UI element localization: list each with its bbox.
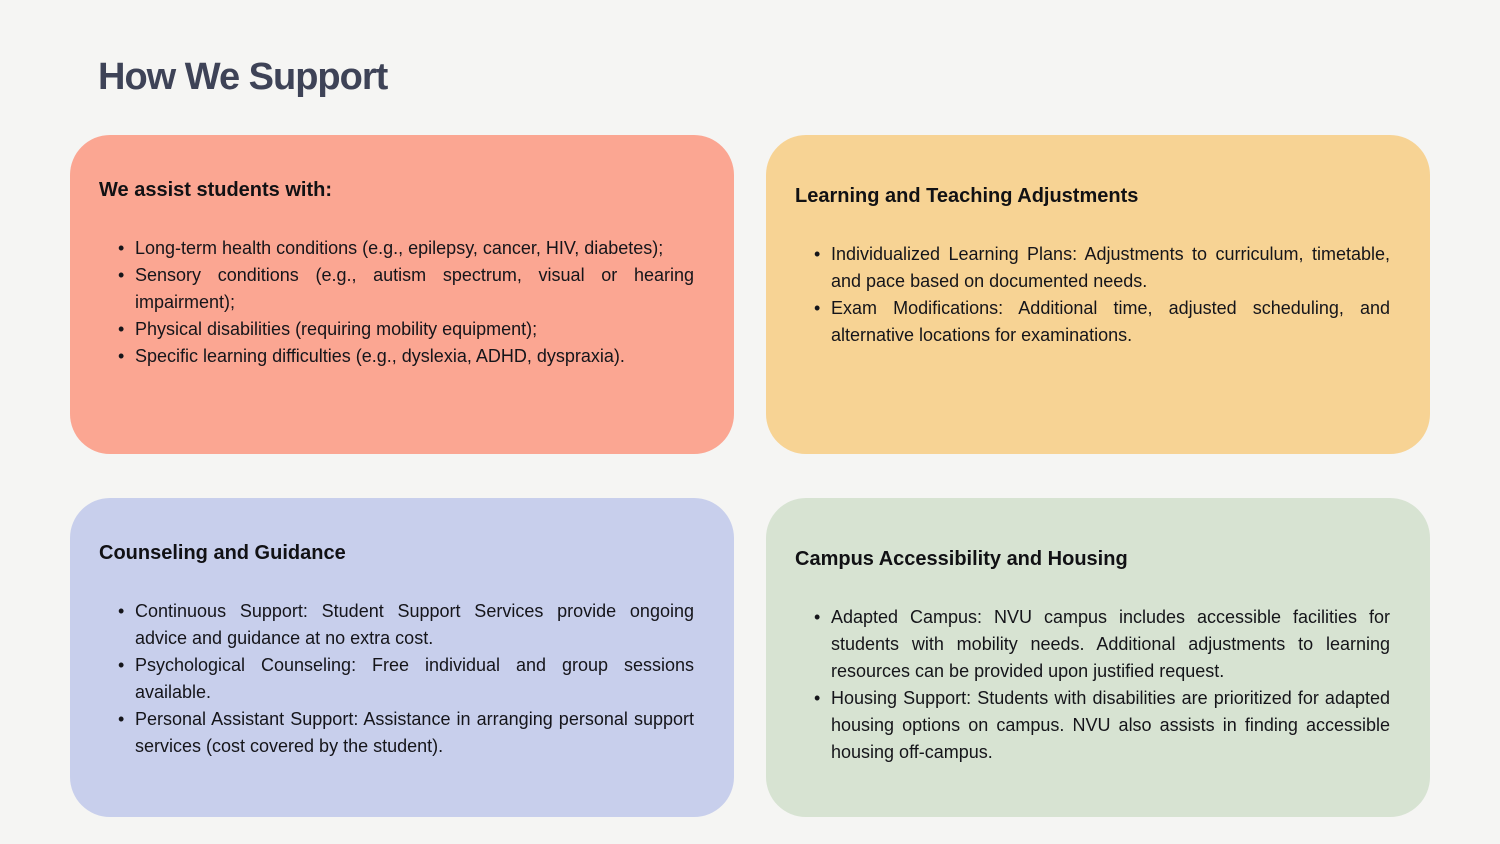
card-heading-we-assist-students: We assist students with: bbox=[99, 179, 333, 201]
card-heading-learning-teaching-adjustments: Learning and Teaching Adjustments bbox=[795, 185, 1139, 207]
card-learning-teaching-adjustments bbox=[766, 135, 1430, 454]
page-title: How We Support bbox=[98, 56, 388, 98]
list-item: • Sensory conditions (e.g., autism spectrum, visual or hearing impairment); bbox=[135, 262, 694, 316]
bullet-list-learning-teaching-adjustments bbox=[831, 241, 1390, 349]
card-we-assist-students bbox=[70, 135, 734, 454]
card-heading-campus-accessibility-housing: Campus Accessibility and Housing bbox=[795, 548, 1128, 570]
list-item: • Individualized Learning Plans: Adjustments to curriculum, timetable, and pace based on documented needs. bbox=[831, 241, 1390, 295]
bullet-list-we-assist-students bbox=[135, 235, 694, 370]
card-heading-counseling-guidance: Counseling and Guidance bbox=[99, 542, 346, 564]
card-campus-accessibility-housing bbox=[766, 498, 1430, 817]
list-item: • Exam Modifications: Additional time, adjusted scheduling, and alternative locations for examinations. bbox=[831, 295, 1390, 349]
bullet-list-counseling-guidance bbox=[135, 598, 694, 760]
list-item: • Psychological Counseling: Free individual and group sessions available. bbox=[135, 652, 694, 706]
cards-grid bbox=[70, 135, 1430, 817]
list-item: • Long-term health conditions (e.g., epilepsy, cancer, HIV, diabetes); bbox=[135, 235, 694, 262]
bullet-list-campus-accessibility-housing bbox=[831, 604, 1390, 766]
list-item: • Continuous Support: Student Support Services provide ongoing advice and guidance at no extra cost. bbox=[135, 598, 694, 652]
list-item: • Housing Support: Students with disabilities are prioritized for adapted housing options on campus. NVU also assists in finding accessible housing off-campus. bbox=[831, 685, 1390, 766]
card-counseling-guidance bbox=[70, 498, 734, 817]
list-item: • Personal Assistant Support: Assistance in arranging personal support services (cost covered by the student). bbox=[135, 706, 694, 760]
list-item: • Physical disabilities (requiring mobility equipment); bbox=[135, 316, 694, 343]
list-item: • Specific learning difficulties (e.g., dyslexia, ADHD, dyspraxia). bbox=[135, 343, 694, 370]
list-item: • Adapted Campus: NVU campus includes accessible facilities for students with mobility needs. Additional adjustments to learning resources can be provided upon justified request. bbox=[831, 604, 1390, 685]
